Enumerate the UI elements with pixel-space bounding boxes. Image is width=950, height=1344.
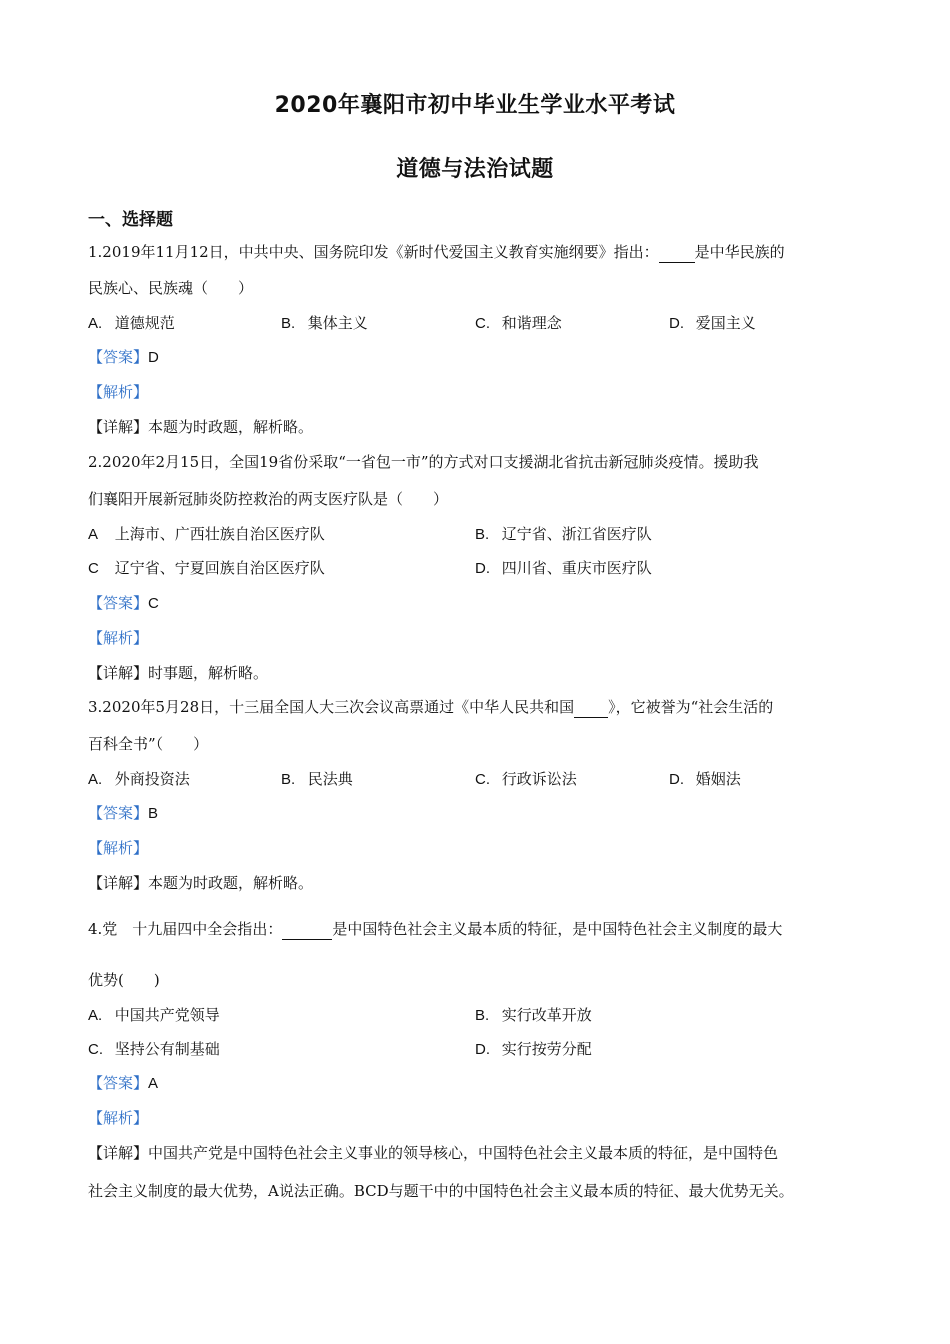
question-2-answer: 【答案】C — [88, 594, 159, 612]
question-4-text: 4.党 十九届四中全会指出： — [88, 920, 283, 938]
question-4-option-d: D. 实行按劳分配 — [475, 1040, 592, 1058]
question-1-option-d: D. 爱国主义 — [669, 314, 756, 332]
question-4-detail: 【详解】中国共产党是中国特色社会主义事业的领导核心，中国特色社会主义最本质的特征，是中国特色 — [88, 1144, 779, 1162]
question-3-option-c: C. 行政诉讼法 — [475, 770, 577, 788]
question-4-option-b: B. 实行改革开放 — [475, 1006, 592, 1024]
question-2-stem: 2.2020年2月15日，全国19省份采取“一省包一市”的方式对口支援湖北省抗击新冠肺炎疫情。援助我 — [88, 453, 759, 471]
question-4-stem-line2: 优势( ) — [88, 971, 160, 989]
question-3-option-a: A. 外商投资法 — [88, 770, 190, 788]
question-1-text-cont: 是中华民族的 — [694, 243, 785, 261]
question-1-stem — [88, 242, 868, 263]
question-3-stem-line2: 百科全书”（ ） — [88, 735, 209, 753]
question-1-answer: 【答案】D — [88, 348, 159, 366]
question-2-stem-line2: 们襄阳开展新冠肺炎防控救治的两支医疗队是（ ） — [88, 490, 449, 508]
question-3-detail: 【详解】本题为时政题，解析略。 — [88, 874, 314, 892]
question-4-option-c: C. 坚持公有制基础 — [88, 1040, 220, 1058]
question-3-stem — [88, 697, 868, 718]
question-3-blank — [574, 697, 608, 718]
question-3-option-d: D. 婚姻法 — [669, 770, 741, 788]
question-4-stem — [88, 919, 868, 940]
question-4-blank — [282, 919, 332, 940]
document-title: 2020年襄阳市初中毕业生学业水平考试 — [274, 93, 676, 118]
question-1-analysis: 【解析】 — [88, 383, 149, 401]
question-4-detail-line2: 社会主义制度的最大优势，A说法正确。BCD与题干中的中国特色社会主义最本质的特征、最大优势无关。 — [88, 1182, 794, 1200]
question-2-detail: 【详解】时事题，解析略。 — [88, 664, 269, 682]
question-2-option-d: D. 四川省、重庆市医疗队 — [475, 559, 652, 577]
question-3-text-cont: 》，它被誉为“社会生活的 — [608, 698, 774, 716]
question-3-analysis: 【解析】 — [88, 839, 149, 857]
question-2-option-a: A 上海市、广西壮族自治区医疗队 — [88, 525, 325, 543]
question-1-stem-line2: 民族心、民族魂（ ） — [88, 279, 254, 297]
question-2-analysis: 【解析】 — [88, 629, 149, 647]
question-2-option-c: C 辽宁省、宁夏回族自治区医疗队 — [88, 559, 325, 577]
question-1-option-a: A. 道德规范 — [88, 314, 175, 332]
document-subtitle: 道德与法治试题 — [396, 157, 554, 182]
question-4-option-a: A. 中国共产党领导 — [88, 1006, 220, 1024]
question-1-blank — [659, 242, 695, 263]
section-heading: 一、选择题 — [88, 210, 173, 230]
question-4-text-cont: 是中国特色社会主义最本质的特征，是中国特色社会主义制度的最大 — [332, 920, 783, 938]
question-4-answer: 【答案】A — [88, 1074, 159, 1092]
question-1-option-c: C. 和谐理念 — [475, 314, 562, 332]
question-3-text: 3.2020年5月28日，十三届全国人大三次会议高票通过《中华人民共和国 — [88, 698, 575, 716]
question-3-option-b: B. 民法典 — [281, 770, 353, 788]
question-1-text: 1.2019年11月12日，中共中央、国务院印发《新时代爱国主义教育实施纲要》指出： — [88, 243, 659, 261]
question-2-option-b: B. 辽宁省、浙江省医疗队 — [475, 525, 652, 543]
question-1-detail: 【详解】本题为时政题，解析略。 — [88, 418, 314, 436]
question-3-answer: 【答案】B — [88, 804, 159, 822]
question-4-analysis: 【解析】 — [88, 1109, 149, 1127]
question-1-option-b: B. 集体主义 — [281, 314, 368, 332]
